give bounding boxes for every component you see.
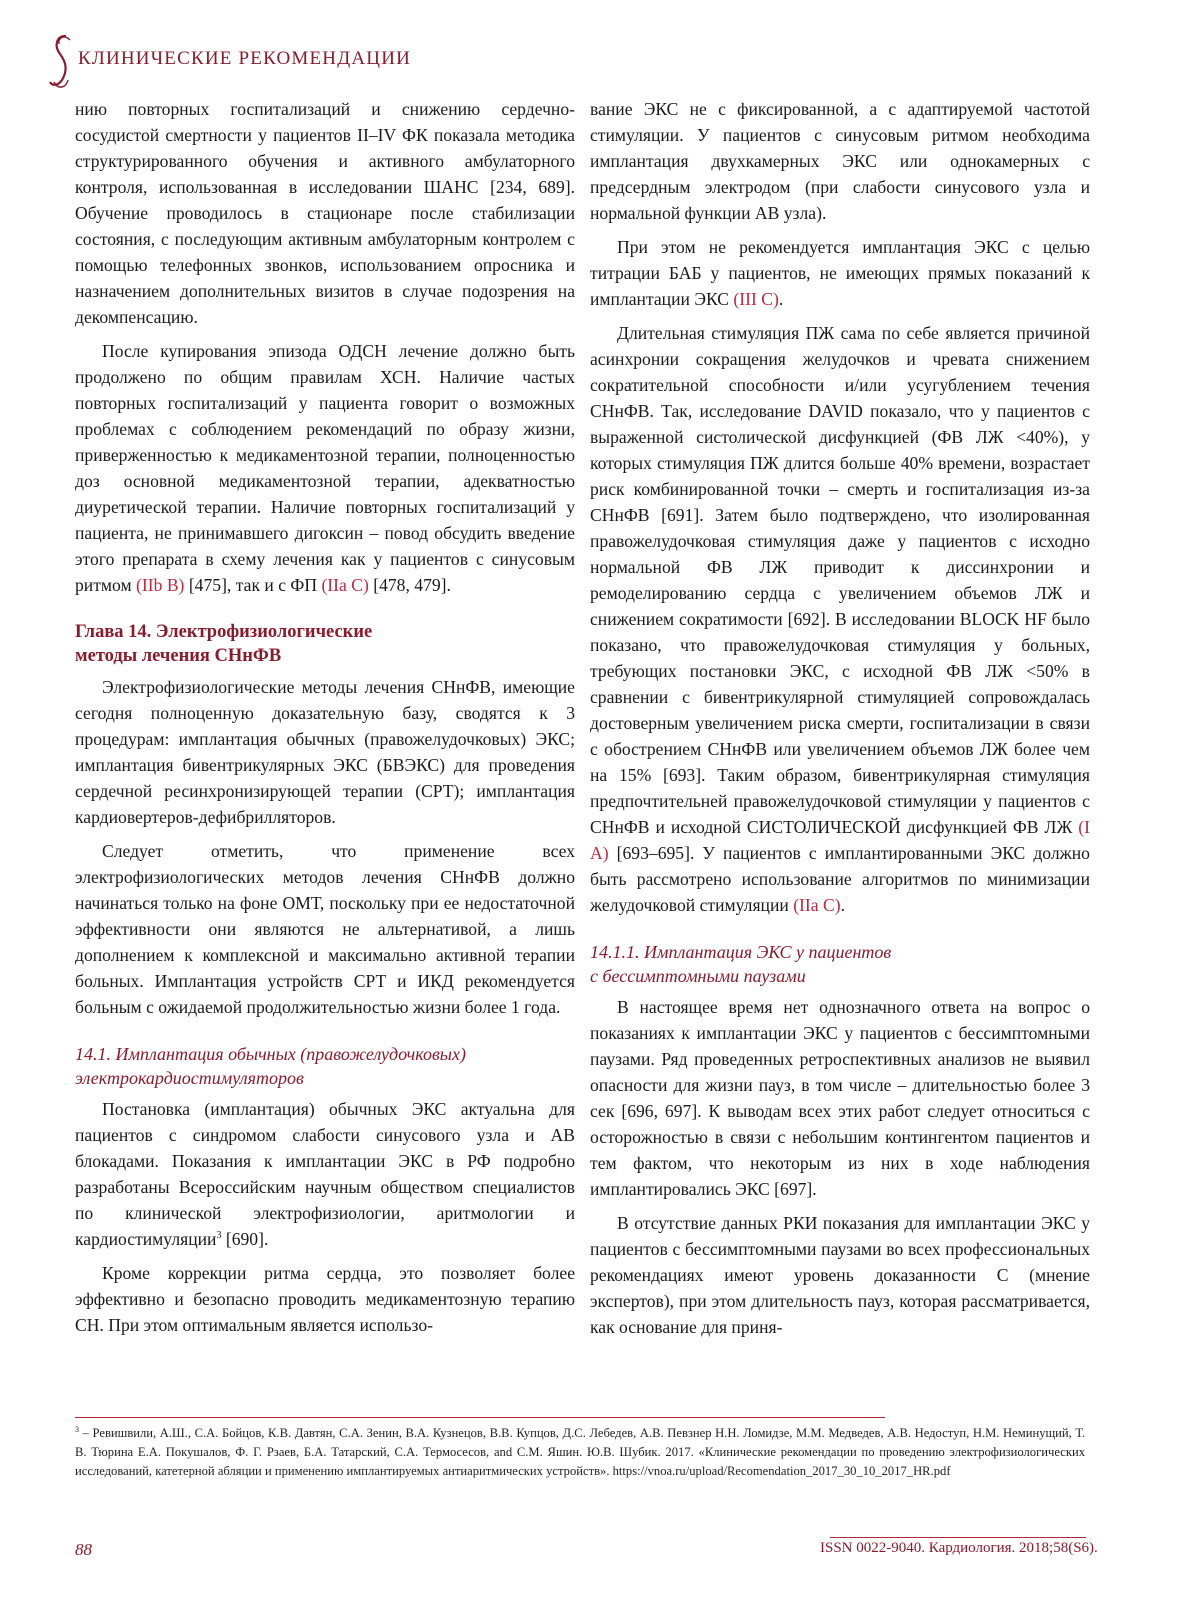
- paragraph: Электрофизиологические методы лечения СНнФВ, имеющие сегодня полноценную доказательную базу, сводятся к 3 процедурам: имплантация обычных (правожелудочковых) ЭКС; имплантация бивентрикулярных ЭКС (БВЭКС) для проведения сердечной ресинхронизирующей терапии (СРТ); имплантация кардиовертеров-дефибрилляторов.: [75, 677, 575, 827]
- evidence-level: (I A): [590, 817, 1090, 863]
- paragraph: Длительная стимуляция ПЖ сама по себе является причиной асинхронии сокращения желудочков и чревата снижением сократительной способности и/или усугублением течения СНнФВ. Так, исследование DAVID показало, что у пациентов с выраженной систолической дисфункцией (ФВ ЛЖ <40%), у которых стимуляция ПЖ длится больше 40% времени, возрастает риск комбинированной точки – смерть и госпитализация из-за СНнФВ [691]. Затем было подтверждено, что изолированная правожелудочковая стимуляция даже у пациентов с исходно нормальной ФВ ЛЖ приводит к диссинхронии и ремоделированию сердца с увеличением объемов ЛЖ и снижением сократимости [692]. В исследовании BLOCK HF было показано, что правожелудочковая стимуляция у больных, требующих постановки ЭКС, с исходной ФВ ЛЖ <50% в сравнении с бивентрикулярной стимуляцией сопровождалась достоверным увеличением риска смерти, госпитализации в связи с обострением СНнФВ или увеличением объемов ЛЖ более чем на 15% [693]. Таким образом, бивентрикулярная стимуляция предпочтительней правожелудочковой стимуляции у пациентов с СНнФВ и исходной СИСТОЛИЧЕСКОЙ дисфункцией ФВ ЛЖ (I A) [693–695]. У пациентов с имплантированными ЭКС должно быть рассмотрено использование алгоритмов по минимизации желудочковой стимуляции (IIa C).: [590, 323, 1090, 915]
- right-column: [590, 96, 1090, 1348]
- evidence-level: (IIa C): [321, 575, 369, 595]
- footnote: $^3$ – Ревишвили, А.Ш., С.А. Бойцов, К.В. Давтян, С.А. Зенин, В.А. Кузнецов, В.В. Купцов, Д.С. Лебедев, А.В. Певзнер Н.Н. Ломидзе, М.М. Медведев, А.В. Недоступ, Н.М. Неминущий, Т. В. Тюрина Е.А. Покушалов, Ф. Г. Рзаев, Б.А. Татарский, С.А. Термосесов, and С.М. Яшин. Ю.В. Шубик. 2017. «Клинические рекомендации по проведению электрофизиологических исследований, катетерной абляции и применению имплантируемых антиаритмических устройств». https://vnoa.ru/upload/Recomendation_2017_30_10_2017_HR.pdf: [75, 1424, 1085, 1478]
- paragraph: При этом не рекомендуется имплантация ЭКС с целью титрации БАБ у пациентов, не имеющих прямых показаний к имплантации ЭКС (III C).: [590, 237, 1090, 309]
- journal-logo-icon: [46, 32, 76, 90]
- paragraph: Постановка (имплантация) обычных ЭКС актуальна для пациентов с синдромом слабости синусового узла и АВ блокадами. Показания к имплантации ЭКС в РФ подробно разработаны Всероссийским научным обществом специалистов по клинической электрофизиологии, аритмологии и кардиостимуляции$^3$ [690].: [75, 1099, 575, 1249]
- left-column: [75, 96, 575, 1346]
- paragraph: В отсутствие данных РКИ показания для имплантации ЭКС у пациентов с бессимптомными паузами во всех профессиональных рекомендациях имеют уровень доказанности С (мнение экспертов), при этом длительность пауз, которая рассматривается, как основание для приня-: [590, 1213, 1090, 1337]
- footer-divider: [830, 1537, 1086, 1538]
- paragraph: Кроме коррекции ритма сердца, это позволяет более эффективно и безопасно проводить медикаментозную терапию СН. При этом оптимальным является использо-: [75, 1263, 575, 1335]
- evidence-level: (IIb B): [136, 575, 185, 595]
- chapter-title: Глава 14. Электрофизиологические методы лечения СНнФВ: [75, 622, 373, 666]
- journal-citation: ISSN 0022-9040. Кардиология. 2018;58(S6).: [820, 1540, 1098, 1556]
- header-title: КЛИНИЧЕСКИЕ РЕКОМЕНДАЦИИ: [78, 48, 412, 69]
- section-title: 14.1.1. Имплантация ЭКС у пациентов с бессимптомными паузами: [590, 942, 892, 986]
- page-number: 88: [75, 1540, 92, 1559]
- paragraph: Следует отметить, что применение всех электрофизиологических методов лечения СНнФВ должно начинаться только на фоне ОМТ, поскольку при ее недостаточной эффективности они являются не альтернативой, а лишь дополнением к комплексной и максимально активной терапии больных. Имплантация устройств СРТ и ИКД рекомендуется больным с ожидаемой продолжительностью жизни более 1 года.: [75, 841, 575, 1017]
- footnote-mark: 3: [216, 1230, 222, 1242]
- section-title: 14.1. Имплантация обычных (правожелудочковых) электрокардиостимуляторов: [75, 1044, 466, 1088]
- evidence-level: (IIa C): [793, 895, 841, 915]
- paragraph: нию повторных госпитализаций и снижению сердечно-сосудистой смертности у пациентов II–IV ФК показала методика структурированного обучения и активного амбулаторного контроля, использованная в исследовании ШАНС [234, 689]. Обучение проводилось в стационаре после стабилизации состояния, с последующим активным амбулаторным контролем с помощью телефонных звонков, использованием опросника и назначением дополнительных визитов в случае подозрения на декомпенсацию.: [75, 99, 575, 327]
- paragraph: После купирования эпизода ОДСН лечение должно быть продолжено по общим правилам ХСН. Наличие частых повторных госпитализаций у пациента говорит о возможных проблемах с соблюдением рекомендаций по образу жизни, приверженностью к медикаментозной терапии, полноценностью доз основной медикаментозной терапии, адекватностью диуретической терапии. Наличие повторных госпитализаций у пациента, не принимавшего дигоксин – повод обсудить введение этого препарата в схему лечения как у пациентов с синусовым ритмом (IIb B) [475], так и с ФП (IIa C) [478, 479].: [75, 341, 575, 595]
- paragraph: вание ЭКС не с фиксированной, а с адаптируемой частотой стимуляции. У пациентов с синусовым ритмом необходима имплантация двухкамерных ЭКС или однокамерных с предсердным электродом (при слабости синусового узла и нормальной функции АВ узла).: [590, 99, 1090, 223]
- footnote-divider: [75, 1417, 885, 1418]
- evidence-level: (III C): [733, 289, 779, 309]
- paragraph: В настоящее время нет однозначного ответа на вопрос о показаниях к имплантации ЭКС у пациентов с бессимптомными паузами. Ряд проведенных ретроспективных анализов не выявил опасности для жизни пауз, в том числе – длительностью более 3 сек [696, 697]. К выводам всех этих работ следует относиться с осторожностью в связи с небольшим контингентом пациентов и тем фактом, что некоторым из них в ходе наблюдения имплантировались ЭКС [697].: [590, 997, 1090, 1199]
